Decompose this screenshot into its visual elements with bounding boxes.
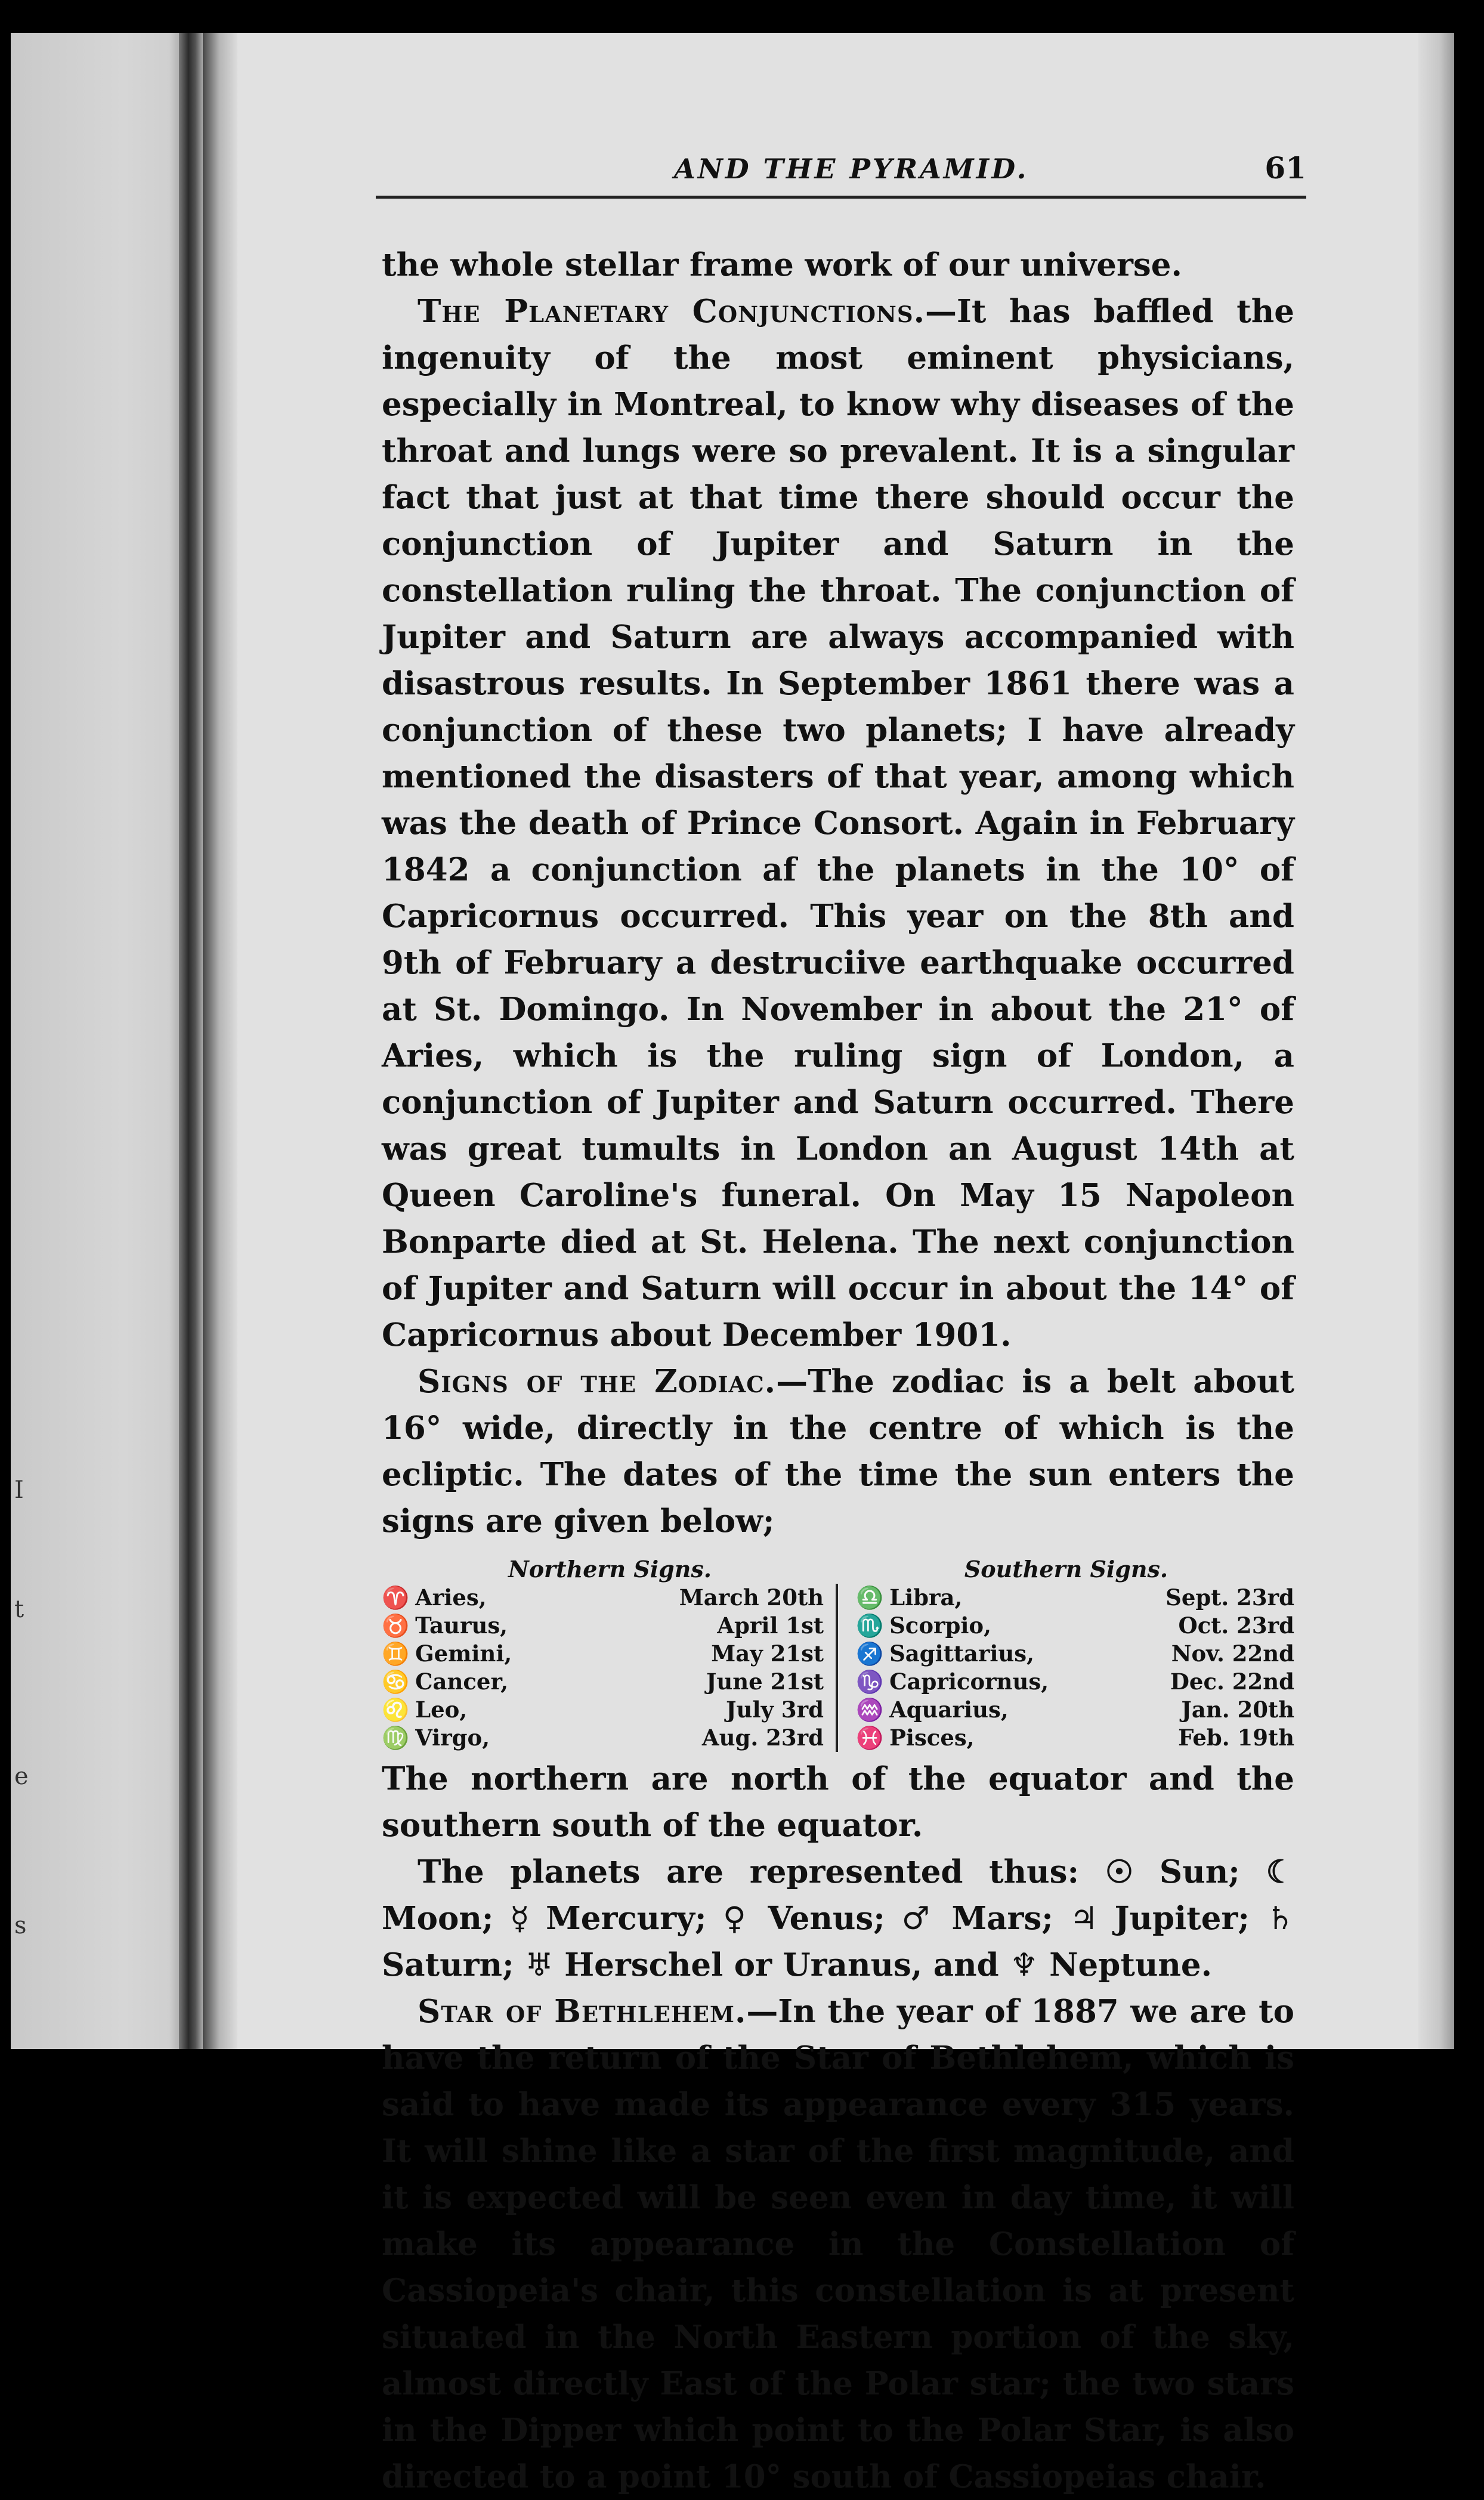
zodiac-symbol-icon: ♐ [856,1640,884,1667]
sign-label: Cancer, [415,1668,509,1695]
zodiac-symbol-icon: ♉ [382,1612,410,1639]
sign-name [382,1584,487,1612]
zodiac-symbol-icon: ♍ [382,1725,410,1751]
sign-label: Aries, [415,1584,487,1611]
sign-date: Dec. 22nd [1170,1668,1294,1695]
sign-date: Oct. 23rd [1178,1612,1294,1639]
header-rule [376,196,1306,199]
sign-date: March 20th [679,1584,824,1611]
book-gutter [179,33,203,2049]
paragraph-text: —It has baffled the ingenuity of the most eminent physicians, especially in Montreal, to know why diseases of the throat and lungs were so prevalent. It is a singular fact that just at that time there should occur the conjunction of Jupiter and Saturn in the constellation ruling the throat. The conjunction of Jupiter and Saturn are always accompanied with disastrous results. In September 1861 there was a conjunction of these two planets; I have already mentioned the disasters of that year, among which was the death of Prince Consort. Again in February 1842 a conjunction af the planets in the 10° of Capricornus occurred. This year on the 8th and 9th of February a destruciive earthquake occurred at St. Domingo. In November in about the 21° of Aries, which is the ruling sign of London, a conjunction of Jupiter and Saturn occurred. There was great tumults in London an August 14th at Queen Caroline's funeral. On May 15 Napoleon Bonparte died at St. Helena. The next conjunction of Jupiter and Saturn will occur in about the 14° of Capricornus about December 1901. [382,293,1294,1353]
sign-label: Aquarius, [889,1696,1009,1723]
sign-label: Sagittarius, [889,1640,1035,1667]
zodiac-symbol-icon: ♏ [856,1612,884,1639]
zodiac-symbol-icon: ♒ [856,1696,884,1723]
margin-fragment: I [14,1476,24,1504]
sign-date: Sept. 23rd [1165,1584,1294,1611]
zodiac-symbol-icon: ♎ [856,1584,884,1611]
margin-fragment: e [14,1763,29,1790]
sign-row [382,1724,824,1752]
sign-name [382,1612,508,1640]
sign-name [856,1696,1009,1724]
zodiac-symbol-icon: ♋ [382,1668,410,1695]
sign-row [856,1584,1294,1612]
page-body [382,242,1294,2500]
signs-table-columns [382,1584,1294,1752]
section-heading: Star of Bethlehem. [418,1993,747,2030]
sign-row [856,1668,1294,1696]
sign-row [382,1696,824,1724]
sign-date: June 21st [706,1668,824,1695]
northern-signs-column [382,1584,838,1752]
sign-date: Feb. 19th [1178,1725,1294,1751]
sign-label: Libra, [889,1584,963,1611]
zodiac-signs-table [382,1555,1294,1752]
sign-name [856,1724,975,1752]
southern-signs-column [838,1584,1294,1752]
running-head: AND THE PYRAMID. [674,153,1029,185]
sign-name [856,1640,1034,1668]
right-page-edge [1418,33,1454,2049]
sign-row [382,1584,824,1612]
paragraph-planet-symbols: The planets are represented thus: ☉ Sun; ☾ Moon; ☿ Mercury; ♀ Venus; ♂ Mars; ♃ Jupiter; ♄ Saturn; ♅ Herschel or Uranus, and ♆ Neptune. [382,1853,1294,1983]
paragraph-continuation: the whole stellar frame work of our universe. [382,246,1182,283]
sign-label: Scorpio, [889,1612,991,1639]
zodiac-symbol-icon: ♈ [382,1584,410,1611]
page-number: 61 [1265,150,1306,186]
sign-name [382,1724,490,1752]
sign-label: Gemini, [415,1640,512,1667]
sign-date: May 21st [711,1640,824,1667]
sign-date: April 1st [717,1612,824,1639]
sign-name [856,1612,991,1640]
southern-signs-header: Southern Signs. [964,1556,1168,1583]
sign-name [382,1668,508,1696]
paragraph-planetary-conjunctions [382,288,1294,1358]
paragraph-signs-of-zodiac [382,1358,1294,1544]
sign-row [856,1696,1294,1724]
sign-date: Nov. 22nd [1171,1640,1294,1667]
northern-signs-header: Northern Signs. [508,1556,712,1583]
signs-table-headers [382,1555,1294,1584]
sign-row [856,1724,1294,1752]
section-heading: Signs of the Zodiac. [418,1363,777,1400]
zodiac-symbol-icon: ♊ [382,1640,410,1667]
sign-row [382,1612,824,1640]
sign-date: July 3rd [726,1696,824,1723]
sign-label: Leo, [415,1696,468,1723]
zodiac-symbol-icon: ♑ [856,1668,884,1695]
margin-fragment: s [14,1912,27,1939]
sign-name [382,1696,467,1724]
sign-name [382,1640,512,1668]
zodiac-symbol-icon: ♌ [382,1696,410,1723]
paragraph-star-of-bethlehem [382,1988,1294,2500]
zodiac-symbol-icon: ♓ [856,1725,884,1751]
paragraph-northern-southern: The northern are north of the equator and the southern south of the equator. [382,1760,1294,1844]
sign-row [856,1640,1294,1668]
sign-date: Aug. 23rd [701,1725,824,1751]
paragraph-text: —In the year of 1887 we are to have the return of the Star of Bethlehem, which is said to have made its appearance every 315 years. It will shine like a star of the first magnitude, and it is expected will be seen even in day time, it will make its appearance in the Constellation of Cassiopeia's chair, this constellation is at present situated in the North Eastern portion of the sky, almost directly East of the Polar star; the two stars in the Dipper which point to the Polar Star, is also directed to a point 10° south of Cassiopeias chair. [382,1993,1294,2495]
sign-label: Virgo, [415,1725,490,1751]
sign-name [856,1584,962,1612]
sign-label: Pisces, [889,1725,975,1751]
sign-date: Jan. 20th [1181,1696,1294,1723]
sign-row [382,1668,824,1696]
left-page-fold [11,33,237,2049]
paragraph-text: —The zodiac is a belt about 16° wide, directly in the centre of which is the ecliptic. The dates of the time the sun enters the signs are given below; [382,1363,1294,1540]
sign-name [856,1668,1049,1696]
margin-fragment: t [14,1596,24,1623]
sign-label: Capricornus, [889,1668,1049,1695]
sign-label: Taurus, [415,1612,508,1639]
sign-row [382,1640,824,1668]
section-heading: The Planetary Conjunctions. [418,293,926,330]
page-header [376,142,1306,208]
sign-row [856,1612,1294,1640]
